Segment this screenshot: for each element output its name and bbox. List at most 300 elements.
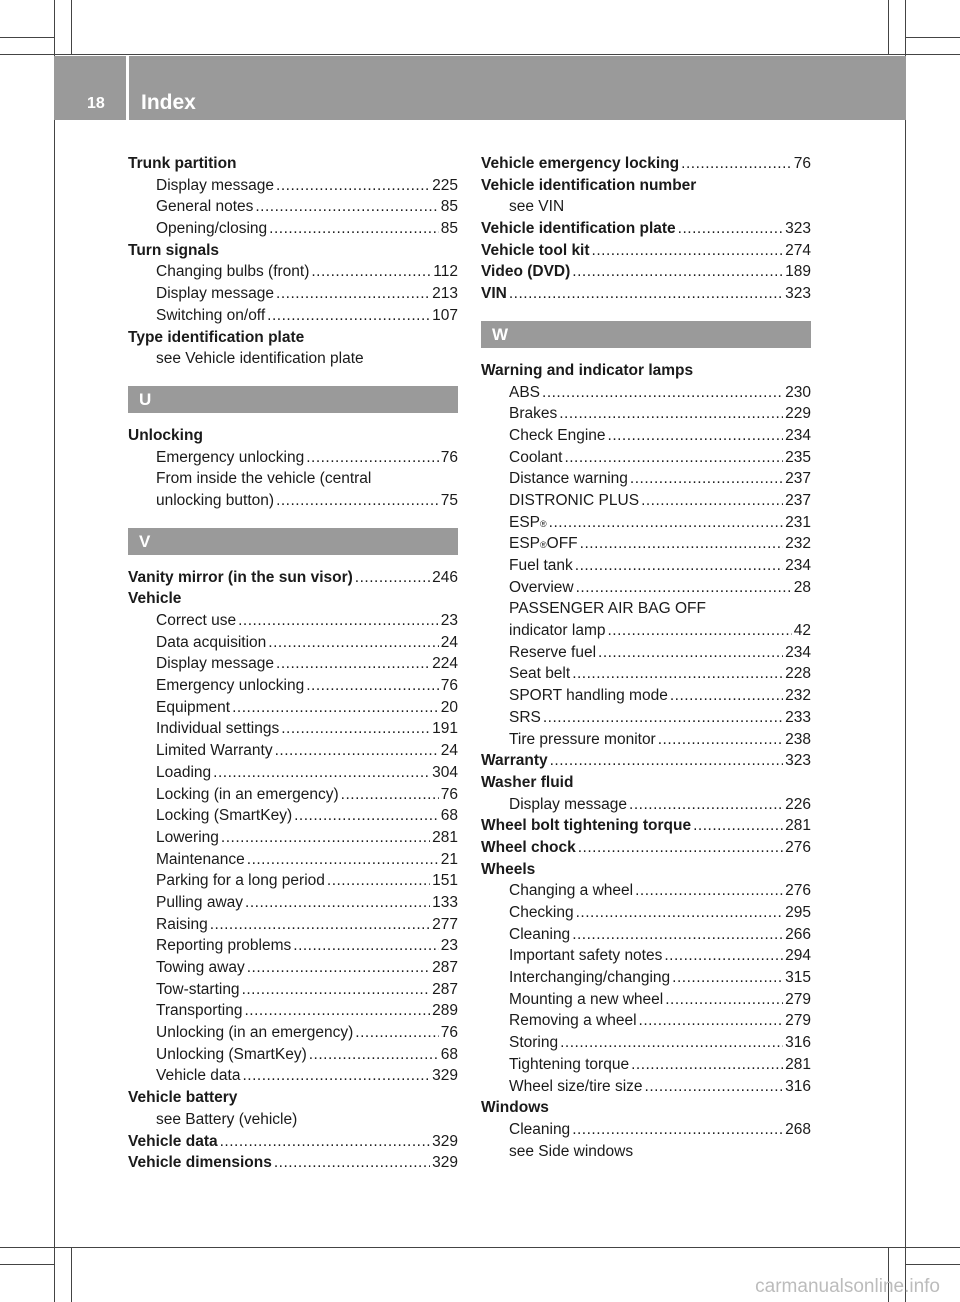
entry-text: Washer fluid <box>481 773 574 791</box>
page-ref: 266 <box>785 925 811 943</box>
page-ref: 191 <box>432 720 458 738</box>
entry-text: Unlocking (in an emergency) <box>156 1024 354 1042</box>
index-subentry <box>128 632 458 654</box>
page-ref: 237 <box>785 470 811 488</box>
page-ref: 107 <box>432 306 458 324</box>
crop-mark <box>906 1264 960 1265</box>
index-column-left <box>128 153 458 1174</box>
page-ref: 237 <box>785 491 811 509</box>
index-heading <box>481 240 811 262</box>
entry-text: Windows <box>481 1099 549 1117</box>
entry-text: Brakes <box>509 405 558 423</box>
dot-leader <box>242 979 431 1001</box>
page-ref: 279 <box>785 990 811 1008</box>
entry-text: ESP <box>509 513 541 531</box>
entry-text: Emergency unlocking <box>156 677 305 695</box>
index-subentry <box>128 718 458 740</box>
entry-text: Vehicle data <box>128 1132 218 1150</box>
page-ref: 228 <box>785 665 811 683</box>
entry-text: Check Engine <box>509 426 606 444</box>
entry-text: Emergency unlocking <box>156 448 305 466</box>
index-subentry <box>481 598 811 620</box>
entry-text: see VIN <box>509 198 565 216</box>
page-ref: 76 <box>440 677 458 695</box>
page-ref: 232 <box>785 687 811 705</box>
dot-leader <box>311 261 431 283</box>
entry-text: Vehicle identification number <box>481 176 697 194</box>
page-ref: 274 <box>785 241 811 259</box>
index-subentry <box>128 914 458 936</box>
page-ref: 76 <box>440 1024 458 1042</box>
entry-text: Unlocking <box>128 426 203 444</box>
page-ref: 230 <box>785 383 811 401</box>
index-subentry <box>481 945 811 967</box>
index-heading <box>128 567 458 589</box>
index-subentry <box>481 1141 811 1163</box>
dot-leader <box>658 729 783 751</box>
page-ref: 268 <box>785 1120 811 1138</box>
page-ref: 294 <box>785 947 811 965</box>
dot-leader <box>572 663 783 685</box>
entry-text: Overview <box>509 578 574 596</box>
entry-text: Cleaning <box>509 1120 571 1138</box>
dot-leader <box>645 1076 784 1098</box>
section-letter-v: V <box>128 528 458 555</box>
page-ref: 224 <box>432 655 458 673</box>
page-ref: 20 <box>440 698 458 716</box>
index-heading <box>481 153 811 175</box>
dot-leader <box>576 902 784 924</box>
index-subentry <box>128 762 458 784</box>
entry-text: indicator lamp <box>509 622 606 640</box>
index-subentry <box>128 935 458 957</box>
index-subentry <box>128 892 458 914</box>
entry-text: Seat belt <box>509 665 571 683</box>
dot-leader <box>576 577 792 599</box>
index-heading <box>481 1097 811 1119</box>
index-subentry <box>128 653 458 675</box>
page-ref: 329 <box>432 1154 458 1172</box>
index-heading <box>128 1131 458 1153</box>
page-ref: 279 <box>785 1012 811 1030</box>
entry-text: Vehicle <box>128 590 182 608</box>
page-ref: 226 <box>785 795 811 813</box>
crop-mark <box>54 0 55 1302</box>
page-ref: 24 <box>440 742 458 760</box>
index-heading <box>128 153 458 175</box>
index-subentry <box>128 827 458 849</box>
page-ref: 238 <box>785 730 811 748</box>
index-subentry <box>128 305 458 327</box>
page-ref: 23 <box>440 937 458 955</box>
dot-leader <box>580 533 783 555</box>
entry-text: Vehicle dimensions <box>128 1154 272 1172</box>
dot-leader <box>572 924 783 946</box>
entry-text: Loading <box>156 763 212 781</box>
index-subentry <box>481 403 811 425</box>
entry-text: Interchanging/changing <box>509 969 671 987</box>
page-ref: 85 <box>440 198 458 216</box>
dot-leader <box>247 957 430 979</box>
entry-text: Vehicle data <box>156 1067 241 1085</box>
index-heading <box>128 588 458 610</box>
page-ref: 329 <box>432 1067 458 1085</box>
dot-leader <box>598 642 783 664</box>
dot-leader <box>608 620 792 642</box>
section-letter-w: W <box>481 321 811 348</box>
index-subentry <box>128 740 458 762</box>
index-subentry <box>128 1000 458 1022</box>
index-subentry <box>128 196 458 218</box>
dot-leader <box>559 403 783 425</box>
dot-leader <box>543 707 783 729</box>
index-heading <box>128 425 458 447</box>
index-subentry <box>128 261 458 283</box>
index-subentry <box>481 620 811 642</box>
dot-leader <box>220 1131 431 1153</box>
page-ref: 68 <box>440 807 458 825</box>
entry-text: Locking (SmartKey) <box>156 807 293 825</box>
page-ref: 316 <box>785 1077 811 1095</box>
index-subentry <box>128 805 458 827</box>
page-ref: 133 <box>432 893 458 911</box>
entry-text: Reporting problems <box>156 937 292 955</box>
dot-leader <box>274 1152 430 1174</box>
entry-text: Tow-starting <box>156 980 240 998</box>
entry-text: Unlocking (SmartKey) <box>156 1045 307 1063</box>
entry-text-suffix: OFF <box>546 535 578 553</box>
page-ref: 295 <box>785 904 811 921</box>
page-ref: 232 <box>785 535 811 553</box>
page-ref: 323 <box>785 285 811 303</box>
page-ref: 21 <box>440 850 458 868</box>
entry-text: Pulling away <box>156 893 244 911</box>
crop-mark <box>71 0 72 54</box>
dot-leader <box>276 653 430 675</box>
entry-text: Individual settings <box>156 720 280 738</box>
page-ref: 189 <box>785 263 811 281</box>
index-subentry <box>481 490 811 512</box>
entry-text: Important safety notes <box>509 947 663 965</box>
index-subentry <box>128 1109 458 1131</box>
index-subentry <box>481 1032 811 1054</box>
page-ref: 24 <box>440 633 458 651</box>
index-heading <box>481 750 811 772</box>
page-ref: 329 <box>432 1132 458 1150</box>
index-subentry <box>128 979 458 1001</box>
entry-text: Display message <box>156 285 275 303</box>
entry-text: Wheel size/tire size <box>509 1077 643 1095</box>
crop-mark <box>71 1248 72 1302</box>
dot-leader <box>631 1054 783 1076</box>
dot-leader <box>281 718 430 740</box>
page-ref: 246 <box>432 568 458 586</box>
dot-leader <box>267 305 430 327</box>
entry-text: Display message <box>156 176 275 194</box>
entry-text: Locking (in an emergency) <box>156 785 339 803</box>
dot-leader <box>221 827 430 849</box>
index-heading <box>481 837 811 859</box>
entry-text: Turn signals <box>128 241 220 259</box>
index-subentry <box>128 784 458 806</box>
dot-leader <box>341 784 439 806</box>
entry-text: DISTRONIC PLUS <box>509 491 640 509</box>
entry-text: Limited Warranty <box>156 742 273 760</box>
entry-text: Warranty <box>481 752 548 770</box>
entry-text: Tire pressure monitor <box>509 730 656 748</box>
index-subentry <box>481 707 811 729</box>
dot-leader <box>592 240 784 262</box>
page-ref: 75 <box>440 491 458 509</box>
index-subentry <box>128 468 458 490</box>
index-subentry <box>481 794 811 816</box>
entry-text: Raising <box>156 915 208 933</box>
dot-leader <box>294 805 439 827</box>
dot-leader <box>635 880 783 902</box>
index-subentry <box>128 697 458 719</box>
dot-leader <box>564 447 783 469</box>
page-ref: 287 <box>432 959 458 976</box>
dot-leader <box>276 490 439 512</box>
dot-leader <box>355 1022 438 1044</box>
dot-leader <box>641 490 783 512</box>
dot-leader <box>293 935 438 957</box>
page-ref: 281 <box>785 817 811 835</box>
entry-text: Vanity mirror (in the sun visor) <box>128 568 353 586</box>
dot-leader <box>681 153 792 175</box>
page-ref: 281 <box>785 1055 811 1073</box>
index-subentry <box>481 1076 811 1098</box>
page-ref: 231 <box>785 513 811 531</box>
page-ref: 277 <box>432 915 458 933</box>
entry-text: ABS <box>509 383 541 401</box>
page-ref: 76 <box>793 155 811 172</box>
section-gap <box>481 305 811 319</box>
index-subentry <box>481 425 811 447</box>
dot-leader <box>306 675 439 697</box>
dot-leader <box>255 196 438 218</box>
entry-text: Checking <box>509 904 574 921</box>
entry-text: Removing a wheel <box>509 1012 637 1030</box>
index-subentry <box>481 902 811 924</box>
entry-text: From inside the vehicle (central <box>156 470 372 488</box>
entry-text: Reserve fuel <box>509 643 597 661</box>
index-subentry <box>128 1065 458 1087</box>
entry-text: Vehicle tool kit <box>481 241 590 259</box>
index-subentry <box>128 849 458 871</box>
dot-leader <box>575 555 783 577</box>
entry-text: Fuel tank <box>509 557 573 574</box>
dot-leader <box>245 892 430 914</box>
dot-leader <box>550 750 784 772</box>
entry-text: unlocking button) <box>156 491 275 509</box>
index-subentry <box>481 1010 811 1032</box>
entry-text: General notes <box>156 198 254 216</box>
index-subentry <box>481 447 811 469</box>
dot-leader <box>275 740 439 762</box>
entry-text: Vehicle identification plate <box>481 220 676 238</box>
page-ref: 76 <box>440 448 458 466</box>
entry-text: see Vehicle identification plate <box>156 350 364 368</box>
index-subentry <box>481 663 811 685</box>
entry-text: Video (DVD) <box>481 263 571 281</box>
dot-leader <box>509 283 783 305</box>
index-subentry <box>481 967 811 989</box>
page-ref: 315 <box>785 969 811 987</box>
dot-leader <box>306 447 439 469</box>
section-gap <box>128 512 458 526</box>
entry-text: Maintenance <box>156 850 245 868</box>
index-subentry <box>481 989 811 1011</box>
dot-leader <box>355 567 430 589</box>
index-heading <box>481 175 811 197</box>
crop-mark <box>0 37 54 38</box>
section-gap <box>128 370 458 384</box>
crop-mark <box>906 37 960 38</box>
watermark-text: carmanualsonline.info <box>755 1276 940 1297</box>
dot-leader <box>242 1065 430 1087</box>
index-subentry <box>481 577 811 599</box>
page-ref: 28 <box>793 578 811 596</box>
index-subentry <box>481 468 811 490</box>
dot-leader <box>327 870 430 892</box>
index-heading <box>481 360 811 382</box>
index-subentry: ESP ® OFF ..... 232 <box>481 533 811 555</box>
dot-leader <box>629 794 783 816</box>
dot-leader <box>210 914 430 936</box>
entry-text: Correct use <box>156 612 237 629</box>
crop-mark <box>905 0 906 1302</box>
page-ref: 281 <box>432 828 458 846</box>
section-letter-u: U <box>128 386 458 413</box>
index-subentry <box>128 610 458 632</box>
dot-leader <box>232 697 439 719</box>
dot-leader <box>309 1044 439 1066</box>
entry-text: Display message <box>156 655 275 673</box>
entry-text: SPORT handling mode <box>509 687 668 705</box>
entry-text: Data acquisition <box>156 633 267 651</box>
page-ref: 42 <box>793 622 811 640</box>
page-ref: 235 <box>785 448 811 466</box>
index-subentry <box>128 1022 458 1044</box>
index-subentry <box>128 175 458 197</box>
crop-mark <box>888 0 889 54</box>
page-ref: 234 <box>785 557 811 574</box>
page-ref: 276 <box>785 882 811 900</box>
dot-leader <box>639 1010 784 1032</box>
dot-leader <box>560 1032 783 1054</box>
index-subentry <box>481 880 811 902</box>
entry-text: Parking for a long period <box>156 872 325 890</box>
dot-leader <box>276 283 430 305</box>
index-subentry <box>481 729 811 751</box>
index-heading <box>481 261 811 283</box>
index-subentry <box>481 555 811 577</box>
entry-text: ESP <box>509 535 541 553</box>
entry-text: Wheel bolt tightening torque <box>481 817 692 835</box>
page-ref: 213 <box>432 285 458 303</box>
entry-text: Cleaning <box>509 925 571 943</box>
entry-text: Changing a wheel <box>509 882 634 900</box>
entry-text: Wheels <box>481 860 536 878</box>
entry-text: Tightening torque <box>509 1055 630 1073</box>
dot-leader <box>268 632 438 654</box>
dot-leader <box>630 468 783 490</box>
index-heading <box>128 327 458 349</box>
entry-text: Equipment <box>156 698 231 716</box>
index-subentry <box>128 447 458 469</box>
page-ref: 304 <box>432 763 458 781</box>
index-subentry <box>128 283 458 305</box>
page-ref: 323 <box>785 752 811 770</box>
dot-leader <box>693 815 783 837</box>
entry-text: see Battery (vehicle) <box>156 1110 298 1128</box>
dot-leader <box>608 425 784 447</box>
entry-text: Coolant <box>509 448 563 466</box>
dot-leader <box>276 175 430 197</box>
entry-text: SRS <box>509 708 541 726</box>
index-subentry <box>128 490 458 512</box>
page-ref: 234 <box>785 643 811 661</box>
index-subentry <box>128 957 458 979</box>
page-ref: 276 <box>785 838 811 856</box>
page-ref: 225 <box>432 176 458 194</box>
index-subentry <box>128 1044 458 1066</box>
entry-text: Trunk partition <box>128 155 237 172</box>
dot-leader <box>542 382 783 404</box>
page-ref: 316 <box>785 1034 811 1052</box>
index-heading <box>128 240 458 262</box>
page-ref: 68 <box>440 1045 458 1063</box>
index-subentry <box>481 685 811 707</box>
index-heading <box>481 859 811 881</box>
index-heading <box>481 218 811 240</box>
index-heading <box>128 1152 458 1174</box>
index-heading <box>481 772 811 794</box>
entry-text: Wheel chock <box>481 838 576 856</box>
dot-leader <box>672 967 783 989</box>
entry-text: PASSENGER AIR BAG OFF <box>509 600 706 618</box>
index-subentry <box>481 924 811 946</box>
page-number: 18 <box>87 95 105 112</box>
dot-leader <box>269 218 439 240</box>
index-subentry <box>128 675 458 697</box>
entry-text: Lowering <box>156 828 219 846</box>
entry-text: VIN <box>481 285 507 303</box>
page-ref: 289 <box>432 1002 458 1020</box>
entry-text: Vehicle emergency locking <box>481 155 680 172</box>
entry-text: Changing bulbs (front) <box>156 263 310 281</box>
page-ref: 76 <box>440 785 458 803</box>
index-subentry <box>481 196 811 218</box>
crop-mark <box>0 54 960 55</box>
page-ref: 85 <box>440 220 458 238</box>
index-column-right <box>481 153 811 1162</box>
dot-leader <box>664 945 783 967</box>
index-subentry <box>128 870 458 892</box>
index-subentry <box>481 1119 811 1141</box>
dot-leader <box>213 762 430 784</box>
entry-text: Distance warning <box>509 470 628 488</box>
entry-text: Mounting a new wheel <box>509 990 664 1008</box>
crop-mark <box>0 1264 54 1265</box>
dot-leader <box>244 1000 430 1022</box>
dot-leader <box>665 989 783 1011</box>
entry-text: Towing away <box>156 959 245 976</box>
page-title: Index <box>141 91 196 114</box>
entry-text: Opening/closing <box>156 220 268 238</box>
index-subentry <box>481 382 811 404</box>
